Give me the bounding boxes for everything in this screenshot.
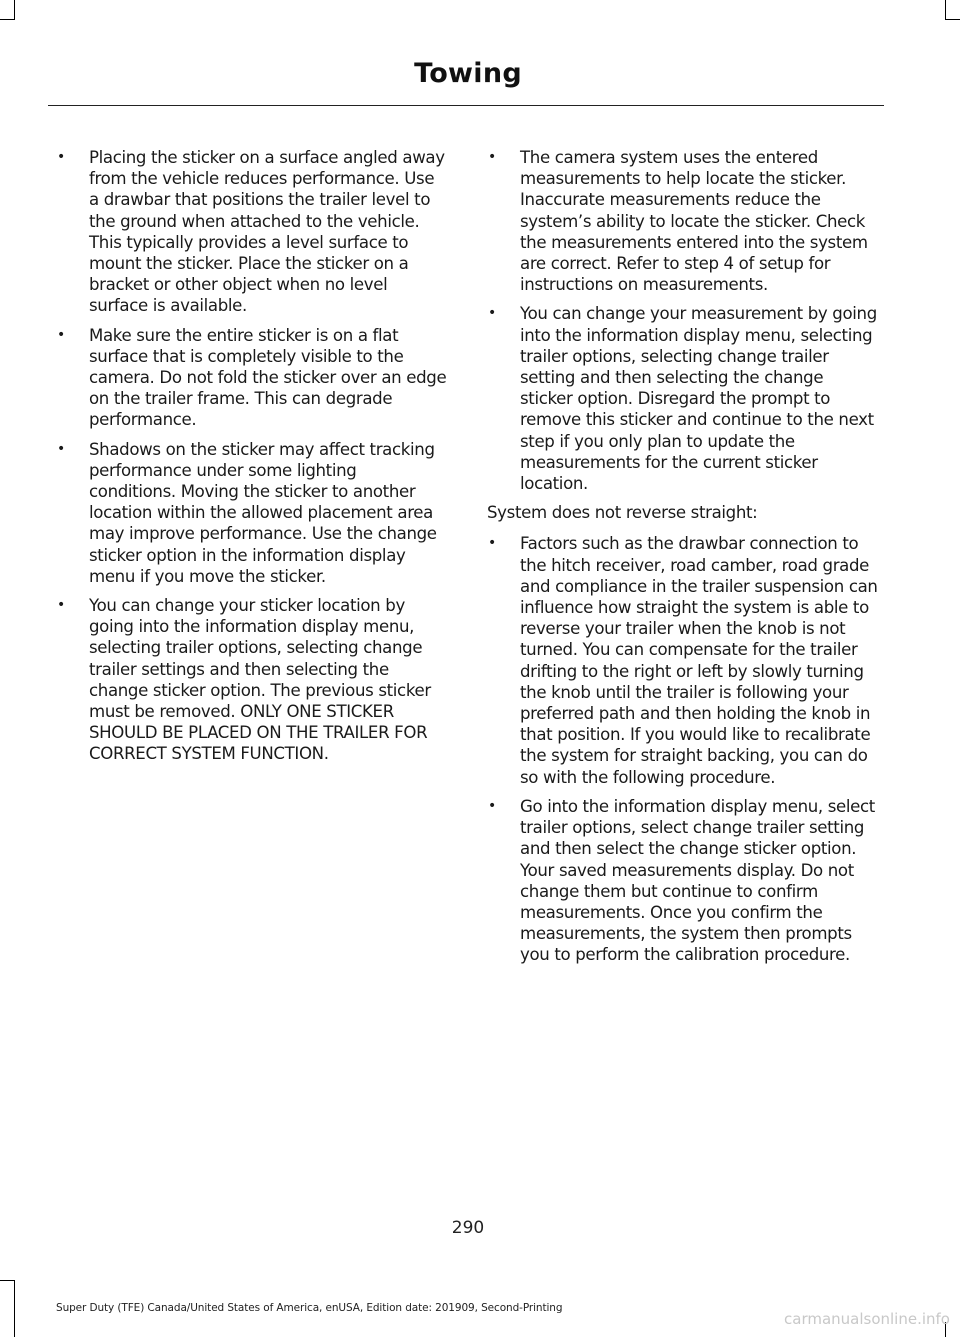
list-item — [56, 595, 448, 765]
list-item-text: Make sure the entire sticker is on a flat surface that is completely visible to the camera. Do not fold the sticker over an edge on the trailer frame. This can degrade performance. — [89, 325, 447, 430]
page-number: 290 — [451, 1218, 485, 1238]
bullet-icon: • — [488, 535, 496, 552]
list-item-text: The camera system uses the entered measurements to help locate the sticker. Inaccurate measurements reduce the system’s ability to locate the sticker. Check the measurements entered into the system are correct. Refer to step 4 of setup for instructions on measurements. — [520, 148, 868, 295]
bullet-icon: • — [57, 440, 65, 457]
list-item-text: You can change your measurement by going into the information display menu, selecting trailer options, selecting change trailer setting and then selecting the change sticker option. Disregard the prompt to remove this sticker and continue to the next step if you only plan to update the measurements for the current sticker location. — [520, 304, 877, 494]
left-column — [56, 147, 448, 773]
crop-mark-bottom-left-h — [0, 1280, 15, 1281]
section-subheading: System does not reverse straight: — [487, 503, 758, 523]
right-bullet-list-bottom — [487, 533, 879, 965]
right-column — [487, 147, 879, 974]
bullet-icon: • — [57, 597, 65, 614]
right-bullet-list-top — [487, 147, 879, 494]
page-title: Towing — [414, 58, 522, 89]
crop-mark-bottom-left-v — [14, 1280, 15, 1337]
list-item — [487, 533, 879, 787]
bullet-icon: • — [57, 149, 65, 165]
list-item-text: Go into the information display menu, select trailer options, select change trailer setting and then select the change sticker option. Your saved measurements display. Do not change them but continue to confirm measurements. Once you confirm the measurements, the system then prompts you to perform the calibration procedure. — [520, 796, 875, 965]
left-bullet-list — [56, 147, 448, 765]
bullet-icon: • — [488, 797, 496, 814]
crop-mark-top-right-h — [945, 19, 960, 20]
crop-mark-top-left-v — [14, 0, 15, 20]
list-item — [56, 439, 448, 587]
bullet-icon: • — [57, 326, 65, 343]
bullet-icon: • — [488, 305, 496, 322]
header-divider — [48, 105, 884, 106]
crop-mark-top-right-v — [945, 0, 946, 20]
list-item — [487, 796, 879, 966]
list-item-text: Shadows on the sticker may affect tracking performance under some lighting conditions. Moving the sticker to another location within the allowed placement area may improve performance. Use the change sticker option in the information display menu if you move the sticker. — [89, 439, 437, 586]
bullet-icon: • — [488, 149, 496, 165]
watermark: carmanualsonline.info — [784, 1310, 950, 1328]
list-item — [487, 303, 879, 494]
list-item — [487, 147, 879, 295]
list-item-text: Factors such as the drawbar connection to the hitch receiver, road camber, road grade and compliance in the trailer suspension can influence how straight the system is able to reverse your trailer when the knob is not turned. You can compensate for the trailer drifting to the right or left by slowly turning the knob until the trailer is following your preferred path and then holding the knob in that position. If you would like to recalibrate the system for straight backing, you can do so with the following procedure. — [520, 534, 878, 787]
list-item — [56, 325, 448, 431]
footer-edition-info: Super Duty (TFE) Canada/United States of America, enUSA, Edition date: 201909, Second-Printing — [56, 1302, 563, 1314]
crop-mark-top-left-h — [0, 19, 15, 20]
list-item-text: You can change your sticker location by going into the information display menu, selecting trailer options, selecting change trailer settings and then selecting the change sticker option. The previous sticker must be removed. ONLY ONE STICKER SHOULD BE PLACED ON THE TRAILER FOR CORRECT SYSTEM FUNCTION. — [89, 596, 431, 764]
list-item-text: Placing the sticker on a surface angled away from the vehicle reduces performance. Use a drawbar that positions the trailer level to the ground when attached to the vehicle. This typically provides a level surface to mount the sticker. Place the sticker on a bracket or other object when no level surface is available. — [89, 148, 445, 316]
list-item — [56, 147, 448, 317]
